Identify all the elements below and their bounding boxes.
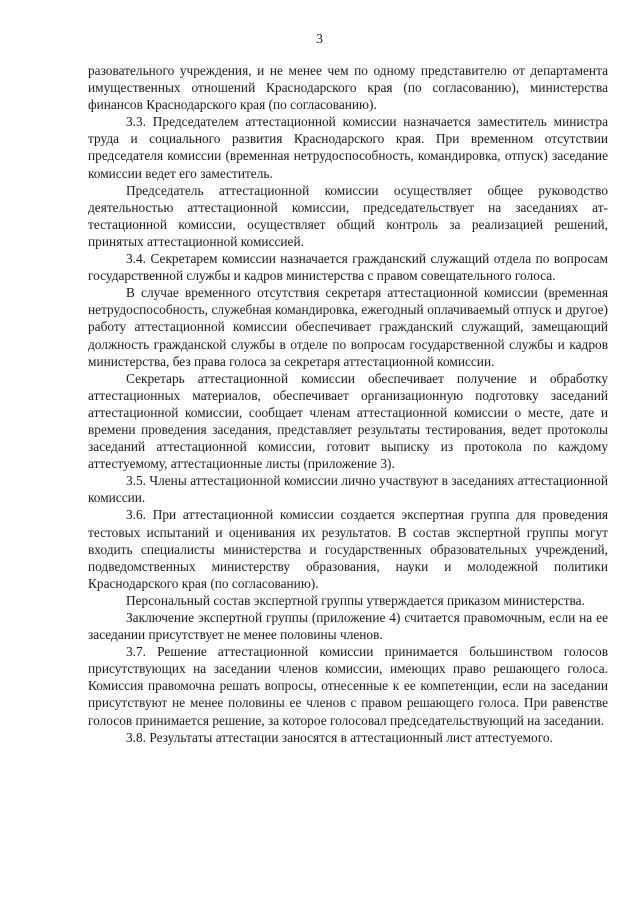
paragraph-secretary-duties: Секретарь аттестационной комиссии обеспечивает получение и обработку аттестационных материалов, обеспечивает организационную подготовку заседаний аттестационной комиссии, сообщает членам аттестационной комиссии о месте, дате и времени проведения заседания, представляет результаты тестирования, ведет протоколы заседаний аттестационной комиссии, готовит выписку из протокола по каждому аттестуемому, аттестационные листы (приложение 3). <box>88 370 608 472</box>
page-number: 3 <box>316 32 323 47</box>
paragraph-continuation: разовательного учреждения, и не менее чем по одному представителю от департамента имущественных отношений Краснодарского края (по согласованию), министерства финансов Краснодарского края (по согласованию). <box>88 63 608 113</box>
paragraph-3-6: 3.6. При аттестационной комиссии создается экспертная группа для проведения тестовых испытаний и оценивания их результатов. В состав экспертной группы могут входить специалисты министерства и государственных образовательных учреждений, подведомственных министерству образования, науки и молодежной политики Краснодарского края (по согласованию). <box>88 507 608 591</box>
paragraph-3-4: 3.4. Секретарем комиссии назначается гражданский служащий отдела по вопросам государственной службы и кадров министерства с правом совещательного голоса. <box>88 251 608 284</box>
paragraph-secretary-absence: В случае временного отсутствия секретаря аттестационной комиссии (временная нетрудоспособность, служебная командировка, ежегодный оплачиваемый отпуск и другое) работу аттестационной комиссии обеспечивает гражданский служащий, замещающий должность гражданской службы в отделе по вопросам государственной службы и кадров министерства, без права голоса за секретаря аттестационной комиссии. <box>88 285 608 369</box>
document-body <box>88 62 608 746</box>
paragraph-3-5: 3.5. Члены аттестационной комиссии лично участвуют в заседаниях аттестационной комиссии. <box>88 473 608 506</box>
paragraph-3-8: 3.8. Результаты аттестации заносятся в аттестационный лист аттестуемого. <box>126 729 553 745</box>
paragraph-expert-group-conclusion: Заключение экспертной группы (приложение 4) считается правомочным, если на ее заседании присутствует не менее половины членов. <box>88 610 608 643</box>
paragraph-expert-group-composition: Персональный состав экспертной группы утверждается приказом министерства. <box>126 592 585 608</box>
paragraph-3-7: 3.7. Решение аттестационной комиссии принимается большинством голосов присутствующих на заседании членов комиссии, имеющих право решающего голоса. Комиссия правомочна решать вопросы, отнесенные к ее компетенции, если на заседании присутствуют не менее половины ее членов с правом решающего голоса. При равенстве голосов принимается решение, за которое голосовал председательствующий на заседании. <box>88 644 608 728</box>
paragraph-3-3: 3.3. Председателем аттестационной комиссии назначается заместитель министра труда и социального развития Краснодарского края. При временном отсутствии председателя комиссии (временная нетрудоспособность, командировка, отпуск) заседание комиссии ведет его заместитель. <box>88 114 608 181</box>
paragraph-chairman-duties: Председатель аттестационной комиссии осуществляет общее руководство деятельностью аттестационной комиссии, председательствует на заседаниях аттестационной комиссии, осуществляет общий контроль за реализацией решений, принятых аттестационной комиссией. <box>88 182 608 249</box>
